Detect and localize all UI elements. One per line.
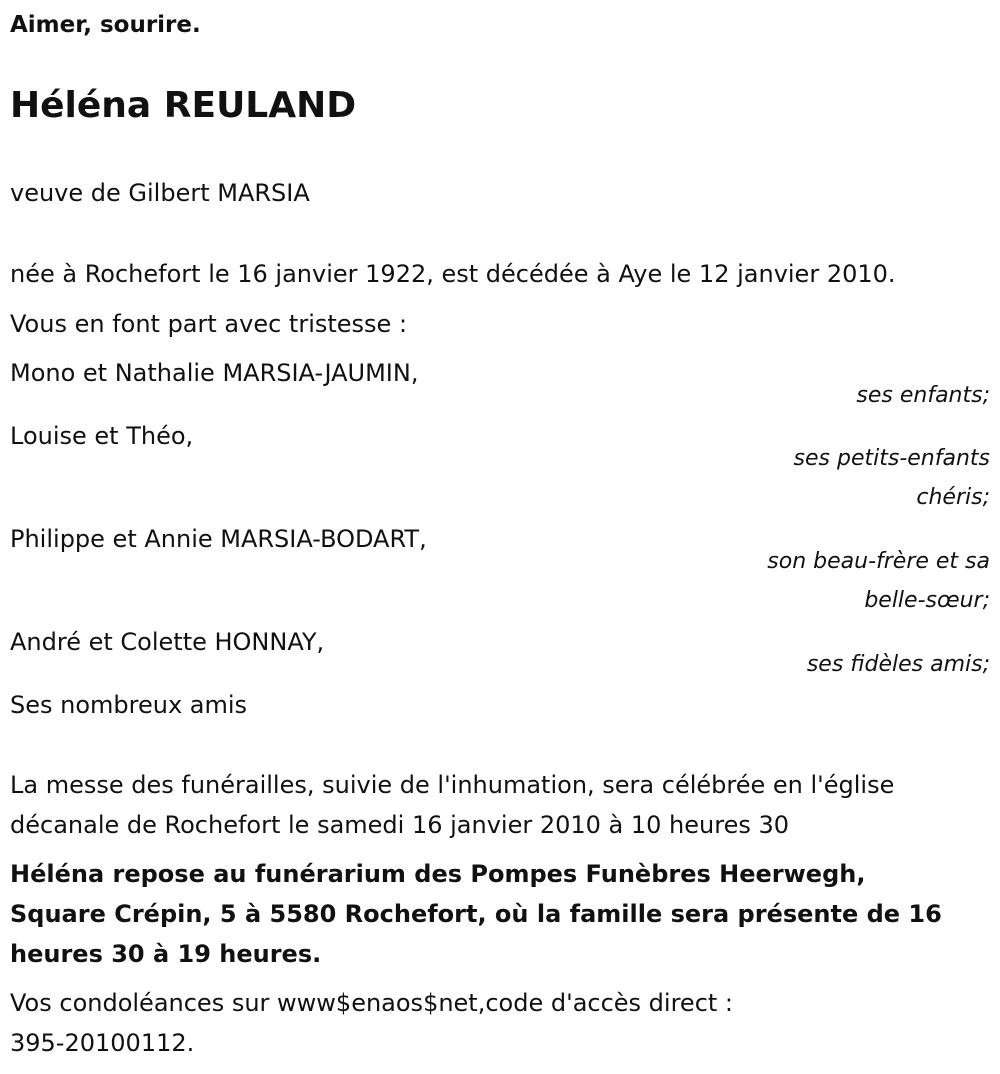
widow-of-line: veuve de Gilbert MARSIA <box>10 179 310 207</box>
family-relation: chéris; <box>916 485 990 510</box>
deceased-name: Héléna REULAND <box>10 85 357 126</box>
family-names: Philippe et Annie MARSIA-BODART, <box>10 525 427 553</box>
family-relation: ses petits-enfants <box>793 446 990 471</box>
mass-line: La messe des funérailles, suivie de l'inhumation, sera célébrée en l'église <box>10 771 895 799</box>
family-relation: ses enfants; <box>856 383 990 408</box>
announcement-line: Vous en font part avec tristesse : <box>10 310 408 338</box>
birth-death-line: née à Rochefort le 16 janvier 1922, est décédée à Aye le 12 janvier 2010. <box>10 260 896 288</box>
friends-line: Ses nombreux amis <box>10 691 248 719</box>
mass-paragraph <box>10 765 985 845</box>
family-relation: ses fidèles amis; <box>806 652 990 677</box>
family-names: Louise et Théo, <box>10 422 194 450</box>
mass-line: décanale de Rochefort le samedi 16 janvier 2010 à 10 heures 30 <box>10 811 790 839</box>
family-names: André et Colette HONNAY, <box>10 628 325 656</box>
condolence-line: Vos condoléances sur www$enaos$net,code d'accès direct : <box>10 989 734 1017</box>
condolence-line: 395-20100112. <box>10 1029 195 1057</box>
repose-line: Square Crépin, 5 à 5580 Rochefort, où la famille sera présente de 16 <box>10 900 942 928</box>
repose-paragraph <box>10 854 985 974</box>
repose-line: heures 30 à 19 heures. <box>10 940 322 968</box>
condolence-paragraph <box>10 983 985 1063</box>
family-relation: son beau-frère et sa <box>767 549 990 574</box>
motto: Aimer, sourire. <box>10 12 201 38</box>
family-names: Mono et Nathalie MARSIA-JAUMIN, <box>10 359 419 387</box>
family-relation: belle-sœur; <box>864 588 990 613</box>
repose-line: Héléna repose au funérarium des Pompes Funèbres Heerwegh, <box>10 860 866 888</box>
